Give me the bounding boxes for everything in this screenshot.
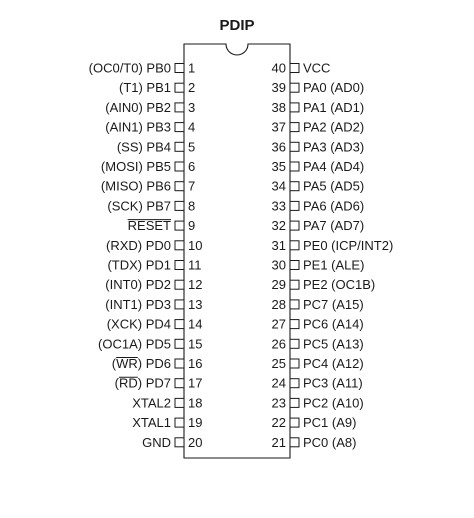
pin-39 (272, 80, 365, 95)
pin-signal-label: PC4 (A12) (303, 356, 364, 371)
pin-pad (175, 320, 184, 329)
pin-number: 31 (271, 237, 286, 253)
pin-27 (272, 317, 364, 332)
pin-signal-label: PA0 (AD0) (303, 80, 365, 96)
pin-pad (290, 398, 299, 407)
pin-number: 14 (188, 316, 203, 332)
pin-18 (132, 395, 202, 410)
pin-signal-label: RESET (127, 218, 171, 234)
pin-pad (290, 418, 299, 427)
pin-28 (272, 297, 364, 312)
pin-pad (175, 64, 184, 73)
pin-number: 25 (271, 356, 286, 371)
pin-signal-label: PE2 (OC1B) (303, 277, 376, 293)
pin-signal-label: PC3 (A11) (303, 375, 363, 391)
pin-signal-label: PA6 (AD6) (303, 198, 365, 214)
pin-number: 29 (271, 277, 286, 293)
pin-pad (290, 280, 299, 289)
pin-number: 20 (188, 434, 203, 450)
pin-number: 6 (188, 159, 196, 174)
pin-pad (175, 261, 184, 270)
pin-signal-label: XTAL1 (132, 415, 171, 431)
pin-number: 30 (271, 257, 286, 273)
pin-number: 38 (271, 99, 286, 115)
pin-number: 21 (271, 434, 286, 450)
pin-signal-label: PC2 (A10) (303, 395, 364, 411)
pin-number: 26 (271, 336, 286, 352)
pin-14 (107, 317, 203, 332)
pin-11 (107, 258, 201, 273)
pin-pad (175, 339, 184, 348)
pin-number: 24 (271, 375, 286, 391)
pin-signal-label: (INT1) PD3 (105, 296, 171, 312)
pin-pad (290, 241, 299, 250)
pin-number: 27 (271, 316, 286, 332)
pin-signal-label: (RXD) PD0 (105, 237, 171, 253)
pin-pad (290, 359, 299, 368)
pin-40 (272, 61, 331, 76)
pin-signal-label: (AIN1) PB3 (105, 119, 171, 135)
pin-signal-label: PE0 (ICP/INT2) (303, 237, 394, 253)
pin-26 (272, 336, 364, 351)
pin-pad (175, 438, 184, 447)
pin-32 (272, 218, 365, 233)
pin-21 (272, 435, 357, 450)
pin-signal-label: (TDX) PD1 (107, 257, 171, 273)
pin-signal-label: (OC1A) PD5 (98, 336, 171, 352)
pin-number: 9 (188, 218, 196, 234)
pin-23 (272, 395, 364, 410)
pin-number: 10 (188, 237, 203, 253)
pin-pad (290, 320, 299, 329)
pin-25 (272, 356, 364, 371)
pin-pad (290, 162, 299, 171)
pin-pad (175, 142, 184, 151)
pin-pad (175, 359, 184, 368)
pin-pad (290, 83, 299, 92)
pin-signal-label: (XCK) PD4 (106, 316, 171, 332)
pin-number: 1 (188, 60, 196, 76)
pin-pad (175, 103, 184, 112)
pin-number: 19 (188, 415, 203, 431)
pin-number: 23 (271, 395, 286, 411)
pin-pad (175, 123, 184, 132)
pin-signal-label: XTAL2 (132, 395, 171, 411)
pin-38 (272, 100, 365, 115)
pin-signal-label: (SCK) PB7 (107, 198, 171, 214)
pin-pad (290, 221, 299, 230)
pin-20 (142, 435, 202, 450)
pin-signal-label: (AIN0) PB2 (105, 99, 171, 115)
pin-22 (272, 415, 357, 430)
pin-17 (115, 376, 203, 391)
pin-pad (290, 123, 299, 132)
pin-signal-label: PC7 (A15) (303, 296, 364, 312)
pin-pad (175, 241, 184, 250)
pin-number: 2 (188, 80, 196, 96)
pin-33 (272, 198, 365, 213)
pin-number: 36 (271, 139, 286, 155)
pin-1 (89, 61, 196, 76)
pin-signal-label: PA3 (AD3) (303, 139, 365, 155)
pin-signal-label: (MISO) PB6 (100, 178, 171, 194)
pin-signal-label: (RD) PD7 (114, 375, 171, 391)
pin-7 (101, 179, 195, 194)
pin-34 (272, 179, 365, 194)
pin-pad (175, 418, 184, 427)
pin-signal-label: PA7 (AD7) (303, 218, 365, 234)
pin-30 (272, 258, 365, 273)
pin-signal-label: PC6 (A14) (303, 316, 364, 332)
pin-signal-label: PC5 (A13) (303, 336, 364, 352)
pin-group (89, 61, 394, 450)
pin-number: 16 (188, 356, 203, 371)
pin-signal-label: (SS) PB4 (116, 139, 171, 155)
pin-number: 28 (271, 296, 286, 312)
pin-3 (105, 100, 195, 115)
pin-pad (290, 201, 299, 210)
pin-signal-label: PE1 (ALE) (303, 257, 365, 273)
pin-pad (175, 182, 184, 191)
pin-pad (290, 182, 299, 191)
pin-signal-label: (WR) PD6 (111, 356, 171, 371)
pin-signal-label: (INT0) PD2 (105, 277, 171, 293)
pin-signal-label: PC1 (A9) (303, 415, 357, 431)
pin-12 (105, 277, 202, 292)
pin-signal-label: (T1) PB1 (118, 80, 171, 96)
pin-number: 39 (271, 80, 286, 96)
pin-15 (98, 336, 202, 351)
pin-9 (128, 218, 196, 233)
pin-signal-label: VCC (303, 60, 331, 76)
pin-pad (290, 142, 299, 151)
pin-pad (175, 221, 184, 230)
pin-6 (101, 159, 195, 174)
pin-number: 33 (271, 198, 286, 214)
pin-signal-label: PA5 (AD5) (303, 178, 365, 194)
pin-number: 11 (188, 257, 202, 273)
pin-number: 4 (188, 119, 196, 135)
pin-pad (175, 379, 184, 388)
pin-8 (107, 198, 195, 213)
pin-35 (272, 159, 365, 174)
pin-pad (290, 438, 299, 447)
pin-pad (175, 300, 184, 309)
pin-signal-label: GND (142, 434, 171, 450)
pin-36 (272, 139, 365, 154)
pin-pad (290, 64, 299, 73)
package-title: PDIP (219, 17, 255, 34)
pin-19 (132, 415, 202, 430)
pin-16 (112, 356, 203, 371)
pin-number: 5 (188, 139, 196, 155)
pin-number: 18 (188, 395, 203, 411)
pin-number: 13 (188, 296, 203, 312)
pin-number: 8 (188, 198, 196, 214)
pin-pad (175, 398, 184, 407)
pin-pad (175, 162, 184, 171)
pin-signal-label: PC0 (A8) (303, 434, 357, 450)
pin-signal-label: PA4 (AD4) (303, 159, 365, 174)
pin-10 (106, 238, 202, 253)
pin-pad (290, 379, 299, 388)
pin-signal-label: PA1 (AD1) (303, 99, 365, 115)
pin-number: 3 (188, 99, 196, 115)
pin-number: 22 (271, 415, 286, 431)
pin-number: 34 (271, 178, 286, 194)
pin-signal-label: PA2 (AD2) (303, 119, 365, 135)
pin-13 (105, 297, 202, 312)
pin-signal-label: (OC0/T0) PB0 (88, 60, 171, 76)
pin-number: 7 (188, 178, 196, 194)
pin-pad (175, 83, 184, 92)
pin-4 (105, 120, 195, 135)
pin-pad (290, 261, 299, 270)
pin-pad (290, 339, 299, 348)
pin-24 (272, 376, 363, 391)
pin-number: 37 (271, 119, 286, 135)
pin-pad (290, 300, 299, 309)
pin-number: 12 (188, 277, 203, 293)
pin-29 (272, 277, 376, 292)
pin-number: 15 (188, 336, 203, 352)
pin-signal-label: (MOSI) PB5 (100, 159, 171, 174)
pin-number: 32 (271, 218, 286, 234)
pin-number: 17 (188, 375, 203, 391)
pin-pad (175, 280, 184, 289)
pin-number: 40 (271, 60, 286, 76)
pin-number: 35 (271, 159, 286, 174)
pin-pad (175, 201, 184, 210)
pin-pad (290, 103, 299, 112)
pin-37 (272, 120, 365, 135)
